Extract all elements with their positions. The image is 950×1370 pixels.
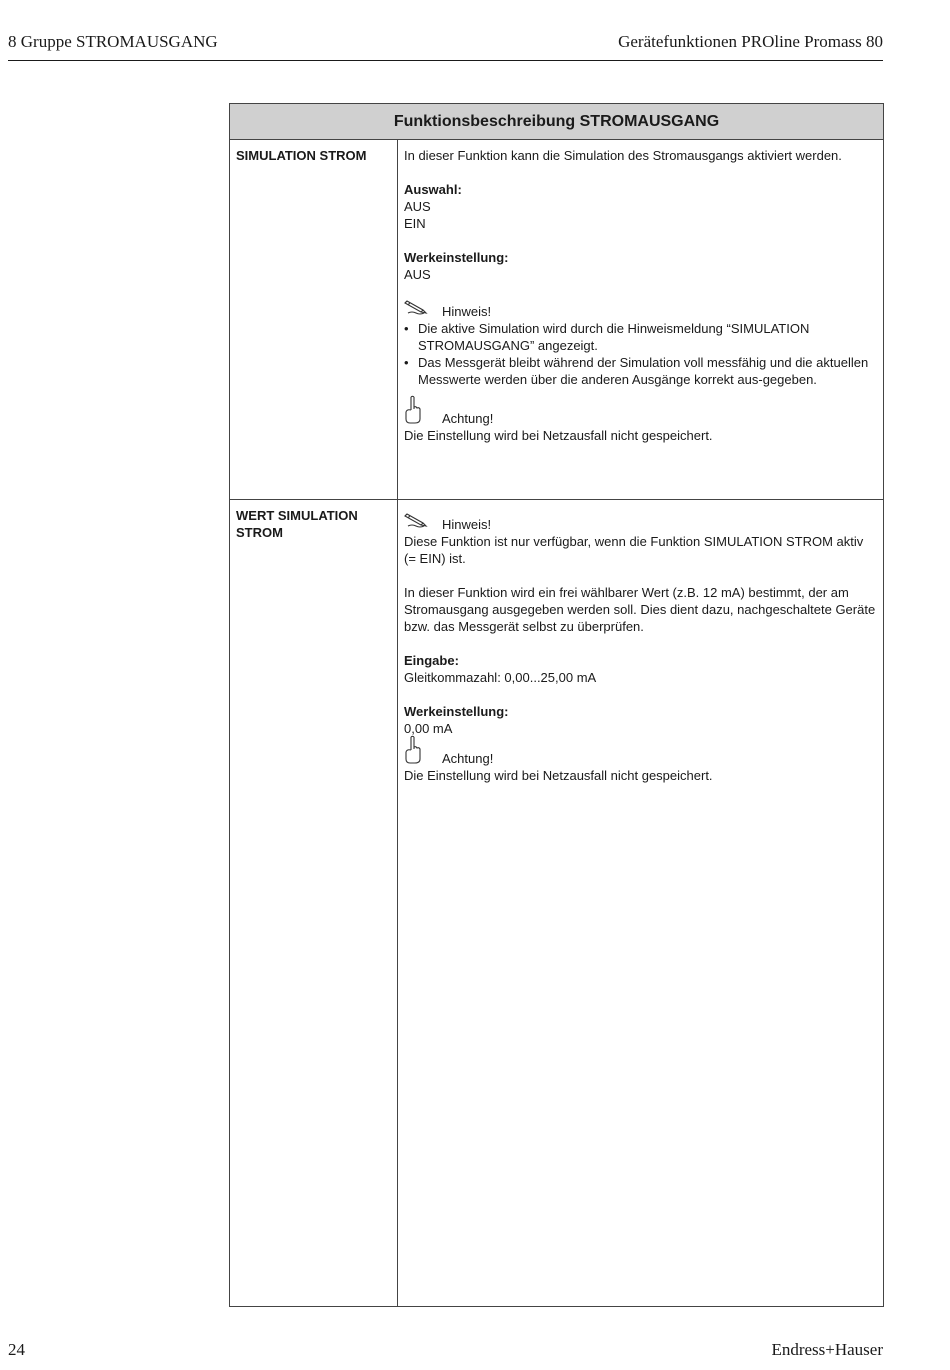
document-title: Gerätefunktionen PROline Promass 80 xyxy=(618,32,883,51)
selection-block xyxy=(404,181,878,232)
list-item: • Das Messgerät bleibt während der Simulation voll messfähig und die aktuellen Messwerte werden über die anderen Ausgänge korrekt aus-gegeben. xyxy=(404,354,878,388)
selection-option: EIN xyxy=(404,216,426,231)
note-list xyxy=(404,320,878,388)
row-divider xyxy=(230,499,883,500)
selection-label: Auswahl: xyxy=(404,182,462,197)
selection-option: AUS xyxy=(404,199,431,214)
factory-setting-label: Werkeinstellung: xyxy=(404,250,509,265)
factory-setting-block xyxy=(404,249,878,283)
note-text: Diese Funktion ist nur verfügbar, wenn die Funktion SIMULATION STROM aktiv (= EIN) ist. xyxy=(404,534,864,566)
function-description-table xyxy=(229,103,884,1307)
caution-heading xyxy=(404,405,878,427)
function-name-simulation-strom: SIMULATION STROM xyxy=(236,148,367,163)
pencil-note-icon xyxy=(404,510,430,532)
hand-warning-icon xyxy=(404,395,424,429)
description-text: In dieser Funktion wird ein frei wählbarer Wert (z.B. 12 mA) bestimmt, der am Stromausgang ausgegeben werden soll. Dies dient dazu, nachgeschaltete Geräte bzw. das Messgerät selbst zu überprüfen. xyxy=(404,585,876,634)
caution-heading xyxy=(404,745,878,767)
caution-text: Die Einstellung wird bei Netzausfall nicht gespeichert. xyxy=(404,428,713,443)
pencil-note-icon xyxy=(404,297,430,319)
note-label: Hinweis! xyxy=(442,304,492,319)
input-block xyxy=(404,652,878,686)
chapter-title: 8 Gruppe STROMAUSGANG xyxy=(8,32,218,51)
caution-label: Achtung! xyxy=(442,751,494,766)
note-label: Hinweis! xyxy=(442,517,492,532)
brand-logo-text: Endress+Hauser xyxy=(771,1340,883,1359)
factory-setting-value: 0,00 mA xyxy=(404,721,453,736)
description-text: In dieser Funktion kann die Simulation des Stromausgangs aktiviert werden. xyxy=(404,148,842,163)
function-name-wert-simulation-strom: WERT SIMULATION STROM xyxy=(236,508,358,540)
input-label: Eingabe: xyxy=(404,653,459,668)
factory-setting-label: Werkeinstellung: xyxy=(404,704,509,719)
function-description-simulation-strom xyxy=(404,147,878,444)
input-value: Gleitkommazahl: 0,00...25,00 mA xyxy=(404,670,597,685)
caution-label: Achtung! xyxy=(442,411,494,426)
hand-warning-icon xyxy=(404,735,424,769)
factory-setting-value: AUS xyxy=(404,267,431,282)
note-heading xyxy=(404,516,878,533)
list-item: • Die aktive Simulation wird durch die Hinweismeldung “SIMULATION STROMAUSGANG” angezeigt. xyxy=(404,320,878,354)
factory-setting-block xyxy=(404,703,878,737)
table-title: Funktionsbeschreibung STROMAUSGANG xyxy=(230,104,883,140)
page-header xyxy=(8,30,883,61)
caution-text: Die Einstellung wird bei Netzausfall nicht gespeichert. xyxy=(404,768,713,783)
page-number: 24 xyxy=(8,1340,25,1359)
function-description-wert-simulation-strom xyxy=(404,516,878,784)
note-heading xyxy=(404,303,878,320)
column-divider xyxy=(397,140,398,1306)
